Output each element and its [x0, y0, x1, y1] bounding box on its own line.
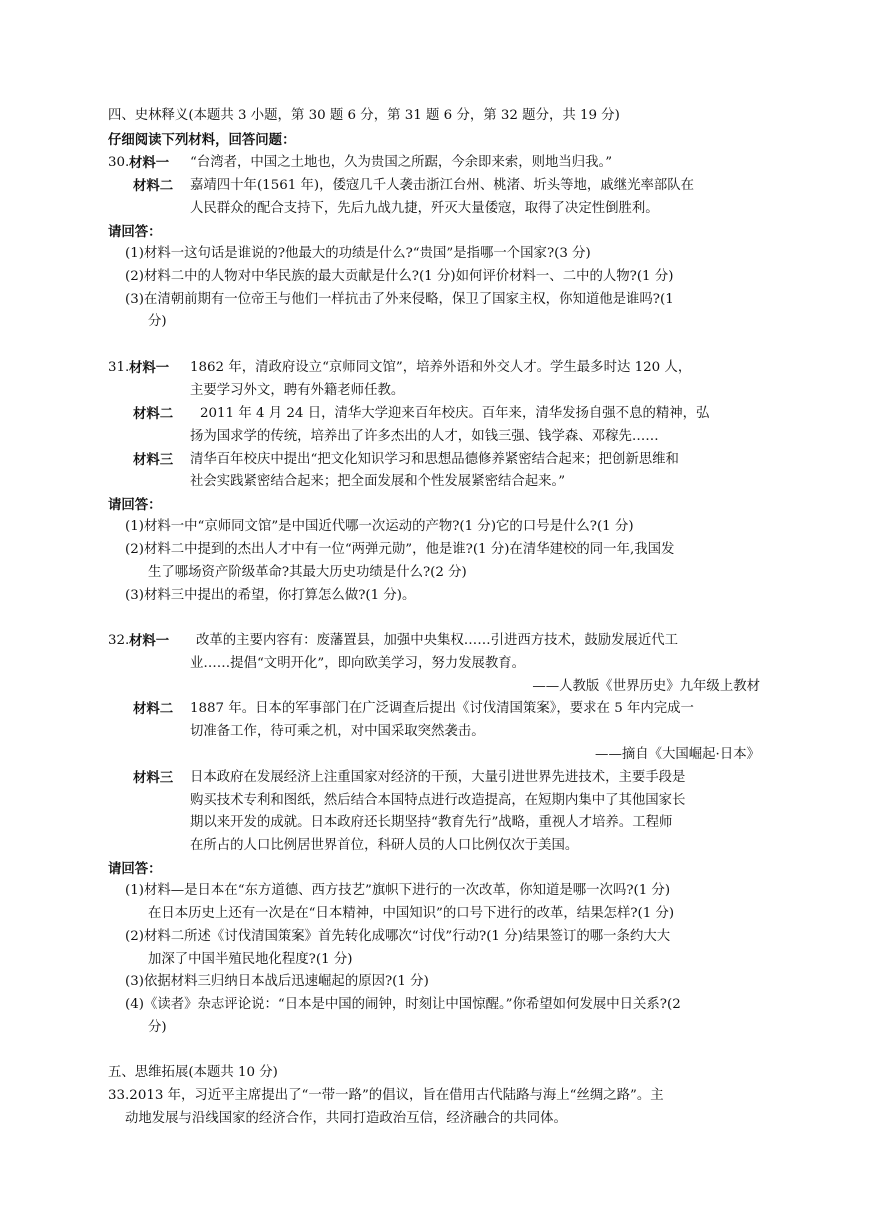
q31-answer-2-line1: (2)材料二中提到的杰出人才中有一位“两弹元勋”，他是谁?(1 分)在清华建校的同一年,我国发	[125, 542, 675, 557]
q31-m3-label: 材料三	[133, 452, 174, 468]
section4-instruction: 仔细阅读下列材料，回答问题：	[108, 132, 296, 148]
q31-m3-line2: 社会实践紧密结合起来；把全面发展和个性发展紧密结合起来。”	[190, 474, 566, 489]
q32-m2-line2: 切准备工作，待可乘之机，对中国采取突然袭击。	[190, 724, 485, 739]
q32-m1-line1: 改革的主要内容有：废藩置县，加强中央集权……引进西方技术，鼓励发展近代工	[196, 633, 679, 648]
q32-answer-3: (3)依据材料三归纳日本战后迅速崛起的原因?(1 分)	[125, 974, 429, 989]
q31-answer-1: (1)材料一中“京师同文馆”是中国近代哪一次运动的产物?(1 分)它的口号是什么?(1 分)	[125, 519, 634, 534]
q32-answer-1-line2: 在日本历史上还有一次是在“日本精神，中国知识”的口号下进行的改革，结果怎样?(1 分)	[148, 906, 675, 921]
q32-m2-source: ——摘自《大国崛起·日本》	[595, 747, 760, 762]
q30-m2-line2: 人民群众的配合支持下，先后九战九捷，歼灭大量倭寇，取得了决定性倒胜利。	[190, 201, 659, 216]
q30-answer-1: (1)材料一这句话是谁说的?他最大的功绩是什么?“贵国”是指哪一个国家?(3 分)	[125, 246, 591, 261]
section4-title: 四、史林释义(本题共 3 小题，第 30 题 6 分，第 31 题 6 分，第 32 题分，共 19 分)	[108, 108, 620, 123]
q32-answer-2-line1: (2)材料二所述《讨伐清国策案》首先转化成哪次“讨伐”行动?(1 分)结果签订的哪一条约大大	[125, 929, 671, 944]
q33-line1: 33.2013 年，习近平主席提出了“一带一路”的倡议，旨在借用古代陆路与海上“丝绸之路”。主	[108, 1088, 664, 1103]
q31-m2-line1: 2011 年 4 月 24 日，清华大学迎来百年校庆。百年来，清华发扬自强不息的精神，弘	[200, 406, 710, 421]
q32-m1-source: ——人教版《世界历史》九年级上教材	[532, 679, 760, 694]
q31-m3-line1: 清华百年校庆中提出“把文化知识学习和思想品德修养紧密结合起来；把创新思维和	[190, 452, 679, 467]
q33-line2: 动地发展与沿线国家的经济合作，共同打造政治互信，经济融合的共同体。	[125, 1111, 567, 1126]
q32-m3-line3: 期以来开发的成就。日本政府还长期坚持“教育先行”战略，重视人才培养。工程师	[190, 815, 673, 830]
q32-answer-1-line1: (1)材料—是日本在“东方道德、西方技艺”旗帜下进行的一次改革，你知道是哪一次吗?(1 分)	[125, 883, 671, 898]
q32-m2-label: 材料二	[133, 701, 174, 717]
q30-m2-label: 材料二	[133, 178, 174, 194]
q30-m1-label: 材料一	[129, 155, 170, 171]
q32-number: 32.	[108, 633, 130, 648]
q32-m3-line4: 在所占的人口比例居世界首位，科研人员的人口比例仅次于美国。	[190, 838, 579, 853]
q31-m1-label: 材料一	[129, 360, 170, 376]
q30-answer-3-line2: 分)	[148, 314, 167, 329]
q32-m3-label: 材料三	[133, 770, 174, 786]
q31-ask: 请回答：	[108, 497, 162, 513]
section5-title: 五、思维拓展(本题共 10 分)	[108, 1065, 278, 1080]
q31-m2-label: 材料二	[133, 406, 174, 422]
q30-m2-line1: 嘉靖四十年(1561 年)，倭寇几千人袭击浙江台州、桃渚、圻头等地，戚继光率部队在	[190, 178, 695, 193]
q30-answer-2: (2)材料二中的人物对中华民族的最大贡献是什么?(1 分)如何评价材料一、二中的人物?(1 分)	[125, 269, 674, 284]
q30-number: 30.	[108, 155, 130, 170]
q31-m2-line2: 扬为国求学的传统，培养出了许多杰出的人才，如钱三强、钱学森、邓稼先……	[190, 429, 659, 444]
q32-m3-line1: 日本政府在发展经济上注重国家对经济的干预，大量引进世界先进技术，主要手段是	[190, 770, 686, 785]
q32-answer-4-line2: 分)	[148, 1020, 167, 1035]
q30-ask: 请回答：	[108, 224, 162, 240]
q31-m1-line2: 主要学习外文，聘有外籍老师任教。	[190, 383, 405, 398]
q32-m3-line2: 购买技术专利和图纸，然后结合本国特点进行改造提高，在短期内集中了其他国家长	[190, 793, 686, 808]
q32-ask: 请回答：	[108, 861, 162, 877]
q31-m1-line1: 1862 年，清政府设立“京师同文馆”，培养外语和外交人才。学生最多时达 120 人，	[190, 360, 692, 375]
q30-m1-text: “台湾者，中国之土地也，久为贵国之所踞，今余即来索，则地当归我。”	[190, 155, 613, 170]
q30-answer-3-line1: (3)在清朝前期有一位帝王与他们一样抗击了外来侵略，保卫了国家主权，你知道他是谁吗?(1	[125, 292, 674, 307]
q31-answer-2-line2: 生了哪场资产阶级革命?其最大历史功绩是什么?(2 分)	[148, 565, 467, 580]
q32-answer-2-line2: 加深了中国半殖民地化程度?(1 分)	[148, 952, 353, 967]
q31-number: 31.	[108, 360, 130, 375]
q32-m2-line1: 1887 年。日本的军事部门在广泛调查后提出《讨伐清国策案》，要求在 5 年内完成一	[190, 701, 694, 716]
q32-m1-line2: 业……提倡“文明开化”，即向欧美学习，努力发展教育。	[190, 656, 526, 671]
q31-answer-3: (3)材料三中提出的希望，你打算怎么做?(1 分)。	[125, 588, 416, 603]
q32-answer-4-line1: (4)《读者》杂志评论说：“日本是中国的闹钟，时刻让中国惊醒。”你希望如何发展中日关系?(2	[125, 997, 681, 1012]
q32-m1-label: 材料一	[129, 633, 170, 649]
